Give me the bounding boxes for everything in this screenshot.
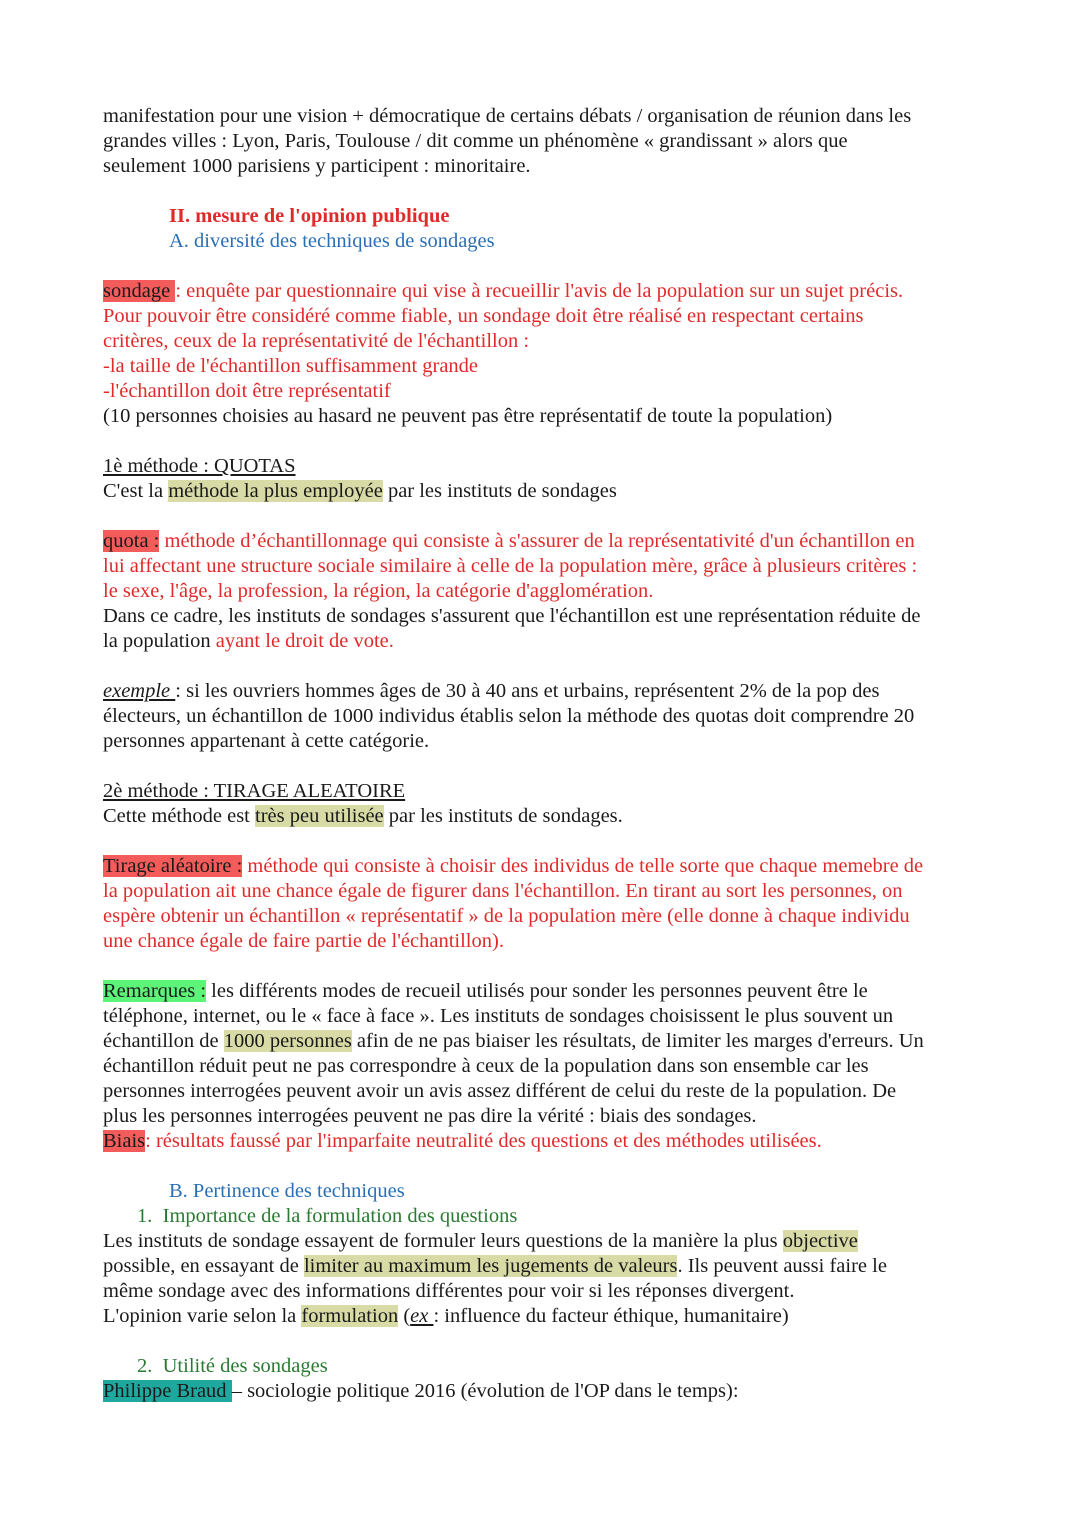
quota-line-5: la population ayant le droit de vote. — [103, 630, 394, 652]
subsection-b-item-1: 1. Importance de la formulation des questions — [137, 1205, 518, 1227]
subsection-b-title: B. Pertinence des techniques — [169, 1180, 405, 1202]
highlight-formulation: formulation — [301, 1305, 399, 1327]
tirage-term: Tirage aléatoire : — [103, 855, 243, 877]
quota-definition: quota : méthode d’échantillonnage qui consiste à s'assurer de la représentativité d'un échantillon en — [103, 530, 915, 552]
formulation-line-3: même sondage avec des informations différentes pour voir si les réponses divergent. — [103, 1280, 795, 1302]
tirage-line-4: une chance égale de faire partie de l'échantillon). — [103, 930, 504, 952]
formulation-line-4: L'opinion varie selon la formulation (ex : influence du facteur éthique, humanitaire) — [103, 1305, 789, 1327]
remarques-line-2: téléphone, internet, ou le « face à face ». Les instituts de sondages choisissent le plus souvent un — [103, 1005, 894, 1027]
braud-reference: Philippe Braud – sociologie politique 2016 (évolution de l'OP dans le temps): — [103, 1380, 739, 1402]
remarques-line-6: plus les personnes interrogées peuvent ne pas dire la vérité : biais des sondages. — [103, 1105, 757, 1127]
quota-line-3: le sexe, l'âge, la profession, la région, la catégorie d'agglomération. — [103, 580, 654, 602]
sondage-note: (10 personnes choisies au hasard ne peuvent pas être représentatif de toute la population) — [103, 405, 833, 427]
highlight-1000-personnes: 1000 personnes — [223, 1030, 352, 1052]
remarques-line-4: échantillon réduit peut ne pas correspondre à ceux de la population dans son ensemble car les — [103, 1055, 869, 1077]
sondage-criterion-2: -l'échantillon doit être représentatif — [103, 380, 391, 402]
exemple-label: exemple — [103, 680, 176, 702]
exemple-line-3: personnes appartenant à cette catégorie. — [103, 730, 430, 752]
sondage-term: sondage — [103, 280, 176, 302]
methode-1-title: 1è méthode : QUOTAS — [103, 455, 296, 477]
subsection-b-item-2: 2. Utilité des sondages — [137, 1355, 328, 1377]
highlight-objective: objective — [782, 1230, 858, 1252]
exemple-text: exemple : si les ouvriers hommes âges de 30 à 40 ans et urbains, représentent 2% de la pop des — [103, 680, 880, 702]
remarques-line-5: personnes interrogées peuvent avoir un avis assez différent de celui du reste de la population. De — [103, 1080, 897, 1102]
sondage-line-2: Pour pouvoir être considéré comme fiable, un sondage doit être réalisé en respectant certains — [103, 305, 864, 327]
sondage-line-3: critères, ceux de la représentativité de l'échantillon : — [103, 330, 530, 352]
formulation-line-2: possible, en essayant de limiter au maximum les jugements de valeurs. Ils peuvent aussi faire le — [103, 1255, 887, 1277]
remarques-text: Remarques : les différents modes de recueil utilisés pour sonder les personnes peuvent être le — [103, 980, 868, 1002]
exemple-line-2: électeurs, un échantillon de 1000 individus établis selon la méthode des quotas doit comprendre 20 — [103, 705, 915, 727]
highlight-peu-utilisee: très peu utilisée — [255, 805, 384, 827]
quota-line-4: Dans ce cadre, les instituts de sondages s'assurent que l'échantillon est une représentation réduite de — [103, 605, 921, 627]
sondage-definition: sondage : enquête par questionnaire qui vise à recueillir l'avis de la population sur un sujet précis. — [103, 280, 904, 302]
remarques-term: Remarques : — [103, 980, 207, 1002]
highlight-plus-employee: méthode la plus employée — [168, 480, 383, 502]
ex-label: ex — [410, 1305, 434, 1327]
methode-2-title: 2è méthode : TIRAGE ALEATOIRE — [103, 780, 406, 802]
remarques-line-3: échantillon de 1000 personnes afin de ne pas biaiser les résultats, de limiter les marges d'erreurs. Un — [103, 1030, 924, 1052]
intro-line-3: seulement 1000 parisiens y participent : minoritaire. — [103, 155, 531, 177]
intro-line-2: grandes villes : Lyon, Paris, Toulouse / dit comme un phénomène « grandissant » alors que — [103, 130, 848, 152]
subsection-a-title: A. diversité des techniques de sondages — [169, 230, 495, 252]
section-2-title: II. mesure de l'opinion publique — [169, 205, 450, 227]
quota-term: quota : — [103, 530, 160, 552]
author-name: Philippe Braud — [103, 1380, 232, 1402]
methode-1-text: C'est la méthode la plus employée par les instituts de sondages — [103, 480, 617, 502]
tirage-line-2: la population ait une chance égale de figurer dans l'échantillon. En tirant au sort les personnes, on — [103, 880, 903, 902]
highlight-jugements: limiter au maximum les jugements de valeurs — [303, 1255, 678, 1277]
tirage-line-3: espère obtenir un échantillon « représentatif » de la population mère (elle donne à chaque individu — [103, 905, 910, 927]
biais-term: Biais — [103, 1130, 146, 1152]
biais-definition: Biais: résultats faussé par l'imparfaite neutralité des questions et des méthodes utilisées. — [103, 1130, 822, 1152]
methode-2-text: Cette méthode est très peu utilisée par les instituts de sondages. — [103, 805, 623, 827]
tirage-definition: Tirage aléatoire : méthode qui consiste à choisir des individus de telle sorte que chaque memebre de — [103, 855, 924, 877]
document-page — [103, 104, 983, 1404]
quota-line-2: lui affectant une structure sociale similaire à celle de la population mère, grâce à plusieurs critères : — [103, 555, 918, 577]
formulation-line-1: Les instituts de sondage essayent de formuler leurs questions de la manière la plus objective — [103, 1230, 858, 1252]
intro-line-1: manifestation pour une vision + démocratique de certains débats / organisation de réunion dans les — [103, 105, 912, 127]
sondage-criterion-1: -la taille de l'échantillon suffisamment grande — [103, 355, 479, 377]
